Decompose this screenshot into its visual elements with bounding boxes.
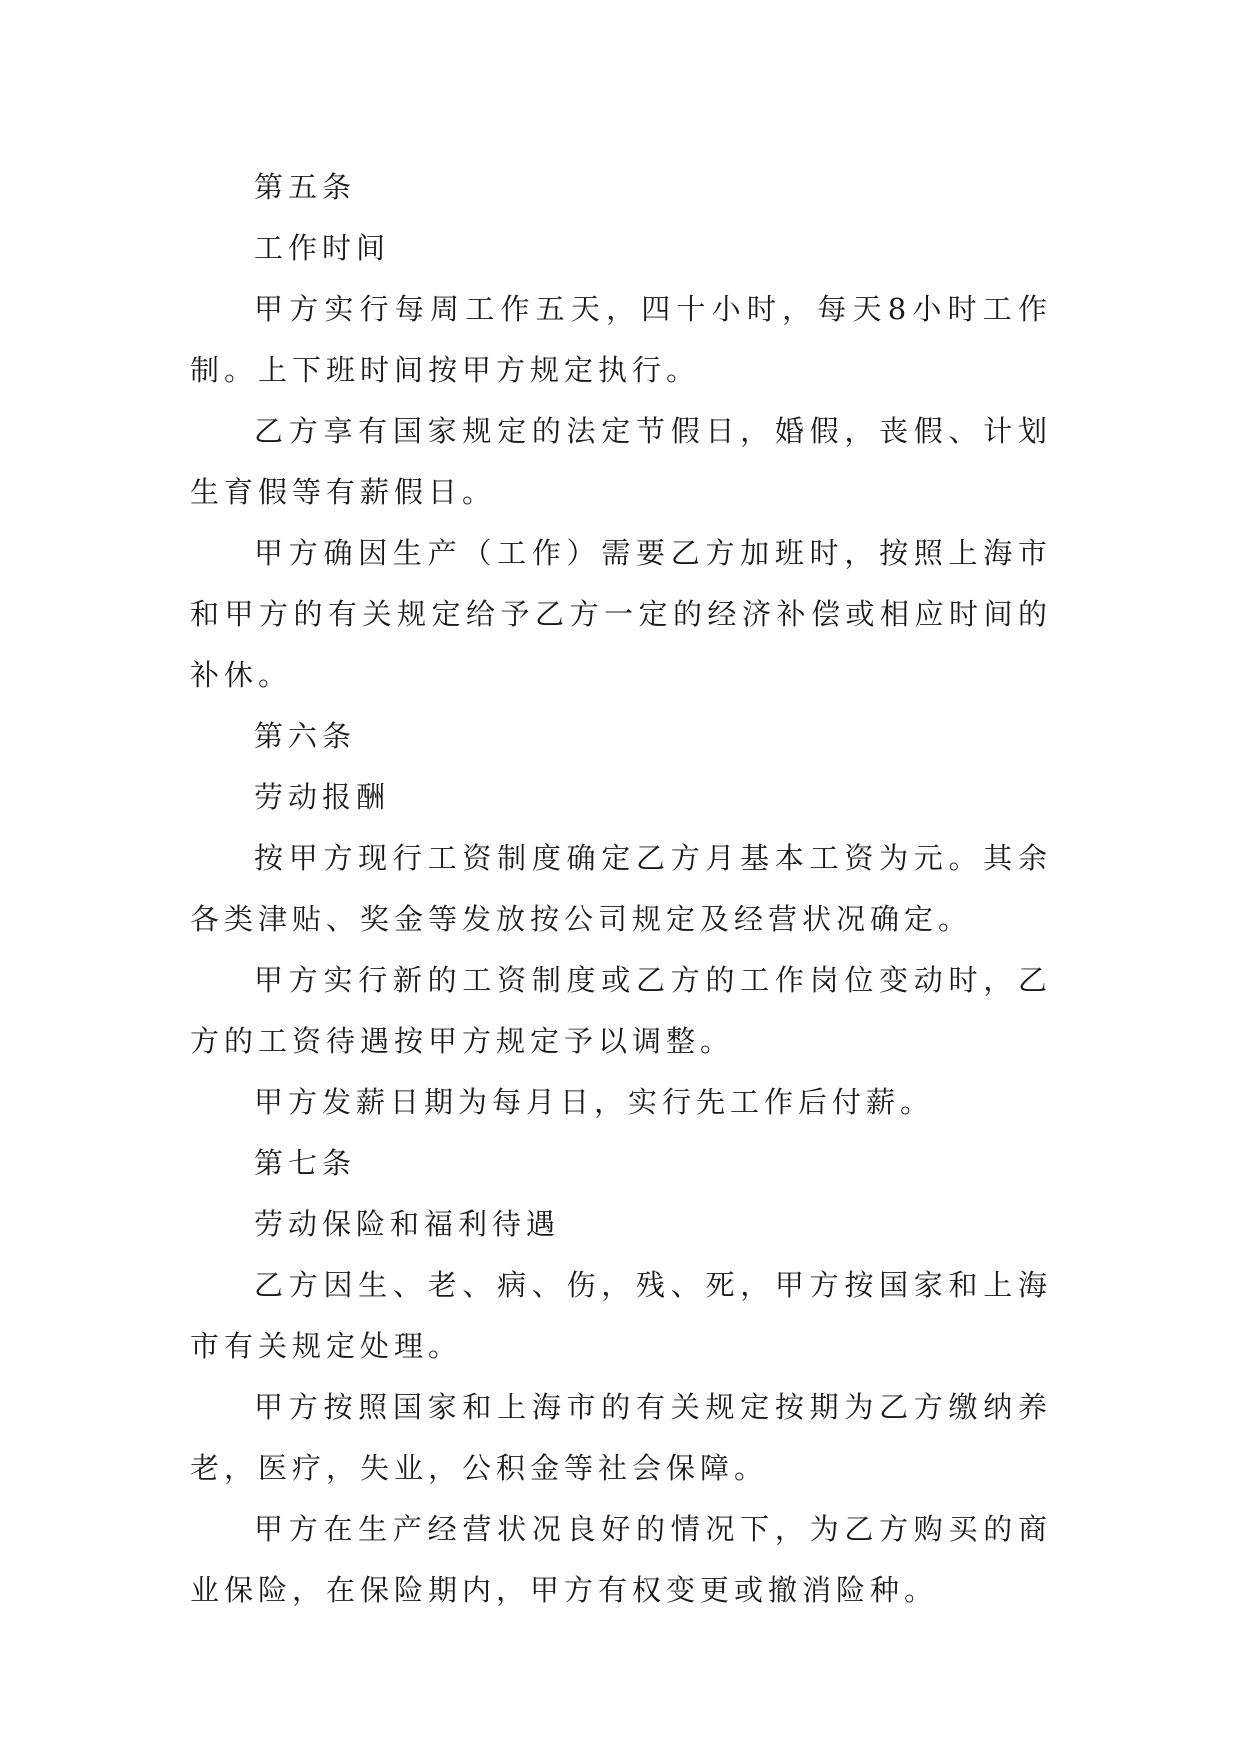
document-body (190, 157, 1052, 1621)
paragraph: 甲方按照国家和上海市的有关规定按期为乙方缴纳养老，医疗，失业，公积金等社会保障。 (190, 1390, 1052, 1485)
article-heading: 第七条 (254, 1146, 357, 1180)
paragraph: 按甲方现行工资制度确定乙方月基本工资为元。其余各类津贴、奖金等发放按公司规定及经营状况确定。 (190, 841, 1052, 936)
section-title: 工作时间 (254, 231, 391, 265)
article-heading: 第六条 (254, 719, 357, 753)
paragraph: 乙方因生、老、病、伤，残、死，甲方按国家和上海市有关规定处理。 (190, 1268, 1052, 1363)
section-title: 劳动保险和福利待遇 (254, 1207, 561, 1241)
paragraph: 甲方发薪日期为每月日，实行先工作后付薪。 (254, 1085, 935, 1119)
article-heading: 第五条 (254, 170, 357, 204)
section-title: 劳动报酬 (254, 780, 391, 814)
paragraph: 甲方实行新的工资制度或乙方的工作岗位变动时，乙方的工资待遇按甲方规定予以调整。 (190, 963, 1052, 1058)
paragraph: 甲方实行每周工作五天，四十小时，每天8小时工作制。上下班时间按甲方规定执行。 (190, 292, 1052, 387)
paragraph: 甲方在生产经营状况良好的情况下，为乙方购买的商业保险，在保险期内，甲方有权变更或撤消险种。 (190, 1512, 1052, 1607)
paragraph: 乙方享有国家规定的法定节假日，婚假，丧假、计划生育假等有薪假日。 (190, 414, 1052, 509)
paragraph: 甲方确因生产（工作）需要乙方加班时，按照上海市和甲方的有关规定给予乙方一定的经济补偿或相应时间的补休。 (190, 536, 1052, 692)
